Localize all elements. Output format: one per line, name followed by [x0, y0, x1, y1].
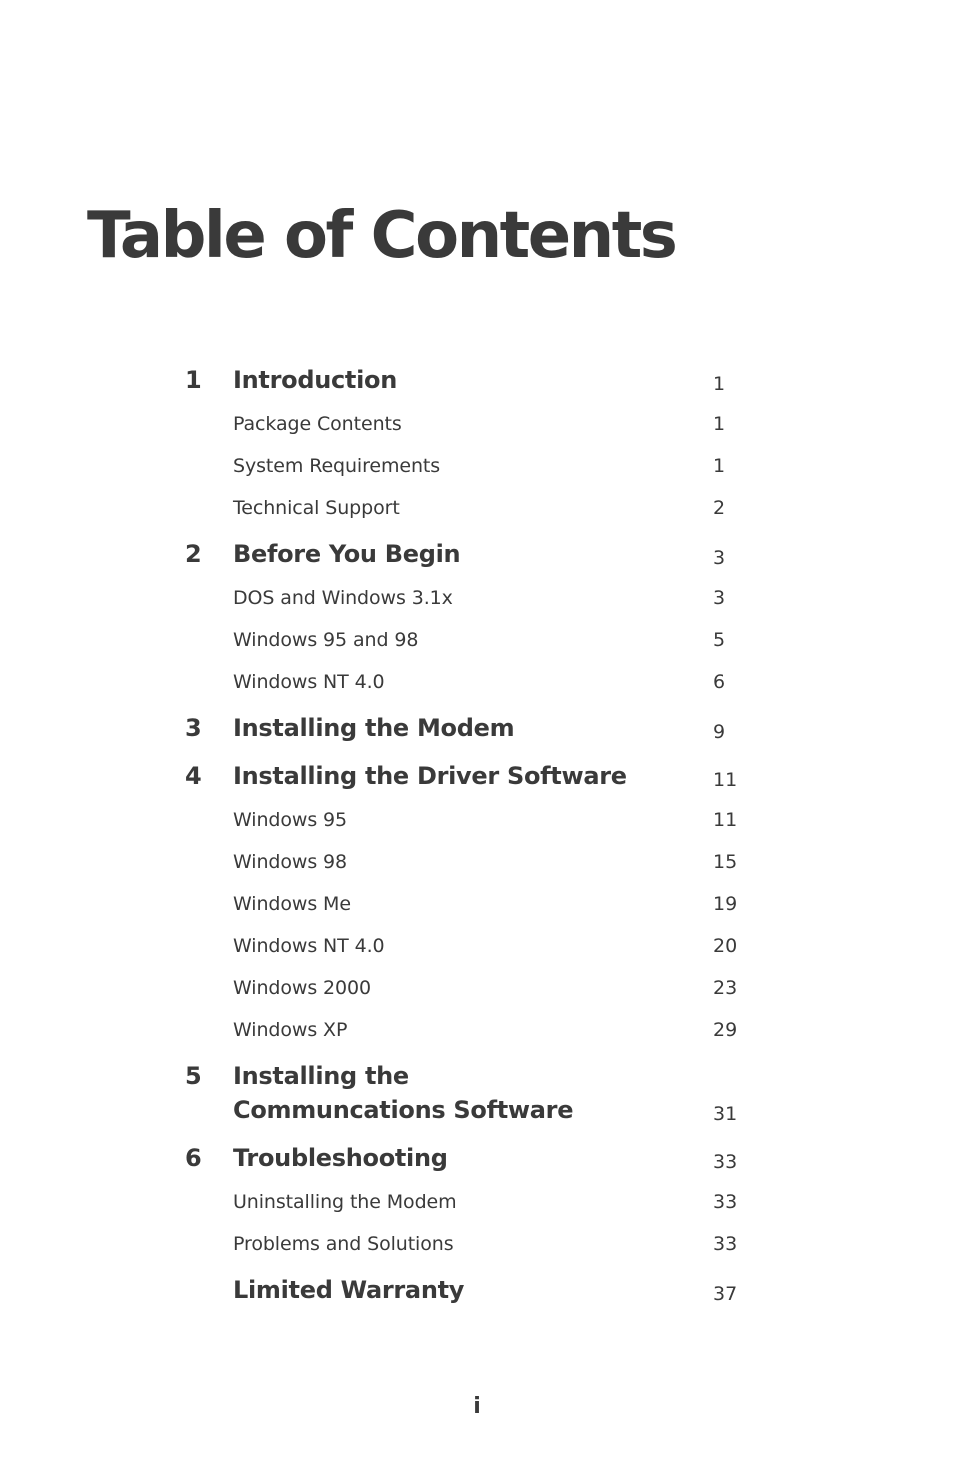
section-title: Problems and Solutions [233, 1233, 454, 1255]
chapter-number: 1 [185, 366, 202, 394]
chapter-number: 6 [185, 1144, 202, 1172]
chapter-title-line1: Installing the [233, 1062, 409, 1090]
page-number: 3 [713, 587, 726, 609]
chapter-number: 5 [185, 1062, 202, 1090]
page-number: 1 [713, 455, 726, 477]
footer-page-number: i [473, 1394, 481, 1419]
section-title: Windows 98 [233, 851, 348, 873]
page-number: 20 [713, 935, 738, 957]
chapter-number: 2 [185, 540, 202, 568]
chapter-title: Limited Warranty [233, 1276, 465, 1304]
page-number: 2 [713, 497, 726, 519]
section-title: Windows 2000 [233, 977, 372, 999]
page-number: 31 [713, 1103, 738, 1125]
page-number: 11 [713, 809, 738, 831]
page-number: 1 [713, 373, 726, 395]
page-number: 33 [713, 1233, 738, 1255]
page-number: 1 [713, 413, 726, 435]
section-title: Technical Support [233, 497, 400, 519]
section-title: Package Contents [233, 413, 402, 435]
section-title: Windows 95 [233, 809, 348, 831]
chapter-number: 4 [185, 762, 202, 790]
page-number: 5 [713, 629, 726, 651]
section-title: Windows Me [233, 893, 351, 915]
section-title: Windows XP [233, 1019, 348, 1041]
page-number: 19 [713, 893, 738, 915]
page-number: 15 [713, 851, 738, 873]
page-number: 9 [713, 721, 726, 743]
chapter-title: Introduction [233, 366, 397, 394]
page-title: Table of Contents [87, 199, 676, 273]
chapter-number: 3 [185, 714, 202, 742]
section-title: Windows NT 4.0 [233, 935, 385, 957]
page-number: 29 [713, 1019, 738, 1041]
page-number: 3 [713, 547, 726, 569]
section-title: Windows 95 and 98 [233, 629, 419, 651]
section-title: System Requirements [233, 455, 441, 477]
section-title: Windows NT 4.0 [233, 671, 385, 693]
chapter-title-line2: Communcations Software [233, 1096, 574, 1124]
page-number: 37 [713, 1283, 738, 1305]
page-number: 23 [713, 977, 738, 999]
chapter-title: Before You Begin [233, 540, 461, 568]
page-number: 33 [713, 1151, 738, 1173]
page-number: 33 [713, 1191, 738, 1213]
chapter-title: Troubleshooting [233, 1144, 448, 1172]
page-number: 11 [713, 769, 738, 791]
page-number: 6 [713, 671, 726, 693]
section-title: Uninstalling the Modem [233, 1191, 457, 1213]
chapter-title: Installing the Modem [233, 714, 515, 742]
section-title: DOS and Windows 3.1x [233, 587, 453, 609]
chapter-title: Installing the Driver Software [233, 762, 627, 790]
